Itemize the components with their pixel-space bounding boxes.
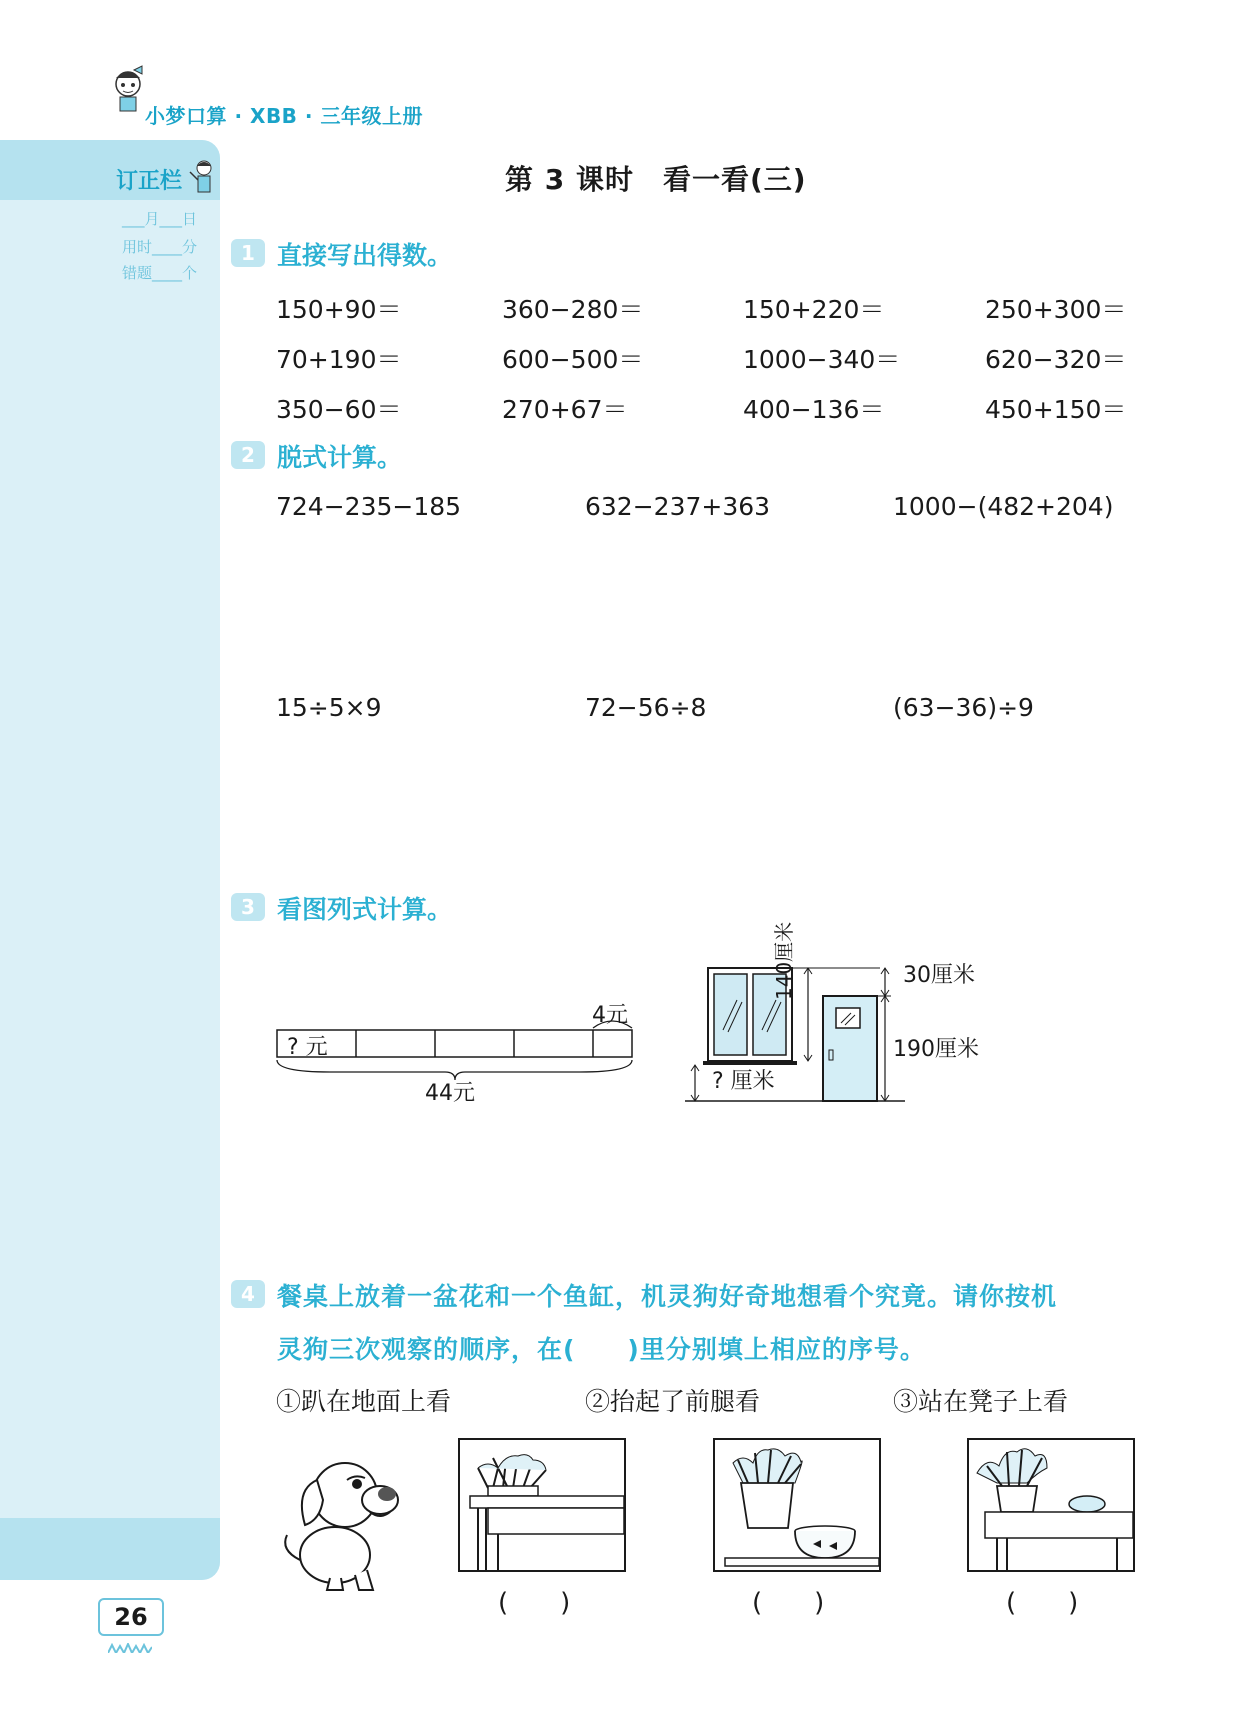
part-amount-label: 4元 bbox=[592, 1003, 628, 1028]
sidebar-top-band bbox=[0, 140, 220, 200]
oral-problem: 270+67＝ bbox=[502, 395, 628, 424]
correction-sidebar bbox=[0, 140, 220, 1580]
oral-problem: 1000−340＝ bbox=[743, 345, 901, 374]
oral-problem: 350−60＝ bbox=[276, 395, 402, 424]
door-height-label: 190厘米 bbox=[893, 1037, 979, 1062]
section-4-line-2: 灵狗三次观察的顺序，在( )里分别填上相应的序号。 bbox=[277, 1335, 926, 1364]
top-gap-label: 30厘米 bbox=[903, 963, 975, 988]
lesson-title: 第 3 课时 看一看(三) bbox=[505, 163, 807, 196]
section-3-badge: 3 bbox=[231, 893, 265, 921]
window-height-label: 140厘米 bbox=[772, 921, 796, 1000]
correction-title: 订正栏 bbox=[116, 169, 183, 194]
view-picture-high bbox=[713, 1438, 881, 1576]
oral-problem: 450+150＝ bbox=[985, 395, 1127, 424]
grass-icon bbox=[108, 1638, 152, 1657]
oral-problem: 150+90＝ bbox=[276, 295, 402, 324]
view-picture-top bbox=[967, 1438, 1135, 1576]
oral-problem: 70+190＝ bbox=[276, 345, 402, 374]
errors-field: 错题____个 bbox=[122, 264, 198, 282]
unknown-height-label: ? 厘米 bbox=[712, 1069, 775, 1094]
oral-problem: 250+300＝ bbox=[985, 295, 1127, 324]
view-picture-low bbox=[458, 1438, 626, 1576]
oral-problem: 600−500＝ bbox=[502, 345, 644, 374]
section-2-badge: 2 bbox=[231, 441, 265, 469]
book-title: 小梦口算 · XBB · 三年级上册 bbox=[145, 104, 423, 128]
page-number: 26 bbox=[98, 1598, 164, 1636]
time-field: 用时____分 bbox=[122, 238, 198, 256]
section-4-line-1: 餐桌上放着一盆花和一个鱼缸，机灵狗好奇地想看个究竟。请你按机 bbox=[277, 1282, 1058, 1311]
unknown-amount-label: ? 元 bbox=[287, 1035, 328, 1060]
view-option-3: ③站在凳子上看 bbox=[893, 1387, 1069, 1416]
section-3-title: 看图列式计算。 bbox=[277, 895, 453, 924]
answer-blank-2[interactable]: ( ) bbox=[752, 1588, 825, 1618]
section-1-title: 直接写出得数。 bbox=[277, 241, 453, 270]
teacher-icon bbox=[188, 158, 218, 202]
date-field: ___月___日 bbox=[122, 210, 198, 228]
oral-problem: 400−136＝ bbox=[743, 395, 885, 424]
view-option-2: ②抬起了前腿看 bbox=[585, 1387, 761, 1416]
section-2-title: 脱式计算。 bbox=[277, 443, 403, 472]
step-problem: 1000−(482+204) bbox=[893, 492, 1114, 521]
mascot-icon bbox=[108, 64, 148, 118]
section-1-badge: 1 bbox=[231, 239, 265, 267]
sidebar-bottom-band bbox=[0, 1518, 220, 1580]
step-problem: 15÷5×9 bbox=[276, 693, 382, 722]
step-problem: (63−36)÷9 bbox=[893, 693, 1034, 722]
oral-problem: 360−280＝ bbox=[502, 295, 644, 324]
answer-blank-3[interactable]: ( ) bbox=[1006, 1588, 1079, 1618]
step-problem: 632−237+363 bbox=[585, 492, 771, 521]
dog-icon bbox=[275, 1450, 410, 1599]
step-problem: 724−235−185 bbox=[276, 492, 462, 521]
answer-blank-1[interactable]: ( ) bbox=[498, 1588, 571, 1618]
step-problem: 72−56÷8 bbox=[585, 693, 707, 722]
view-option-1: ①趴在地面上看 bbox=[276, 1387, 452, 1416]
section-4-badge: 4 bbox=[231, 1280, 265, 1308]
total-amount-label: 44元 bbox=[425, 1081, 475, 1106]
oral-problem: 620−320＝ bbox=[985, 345, 1127, 374]
oral-problem: 150+220＝ bbox=[743, 295, 885, 324]
